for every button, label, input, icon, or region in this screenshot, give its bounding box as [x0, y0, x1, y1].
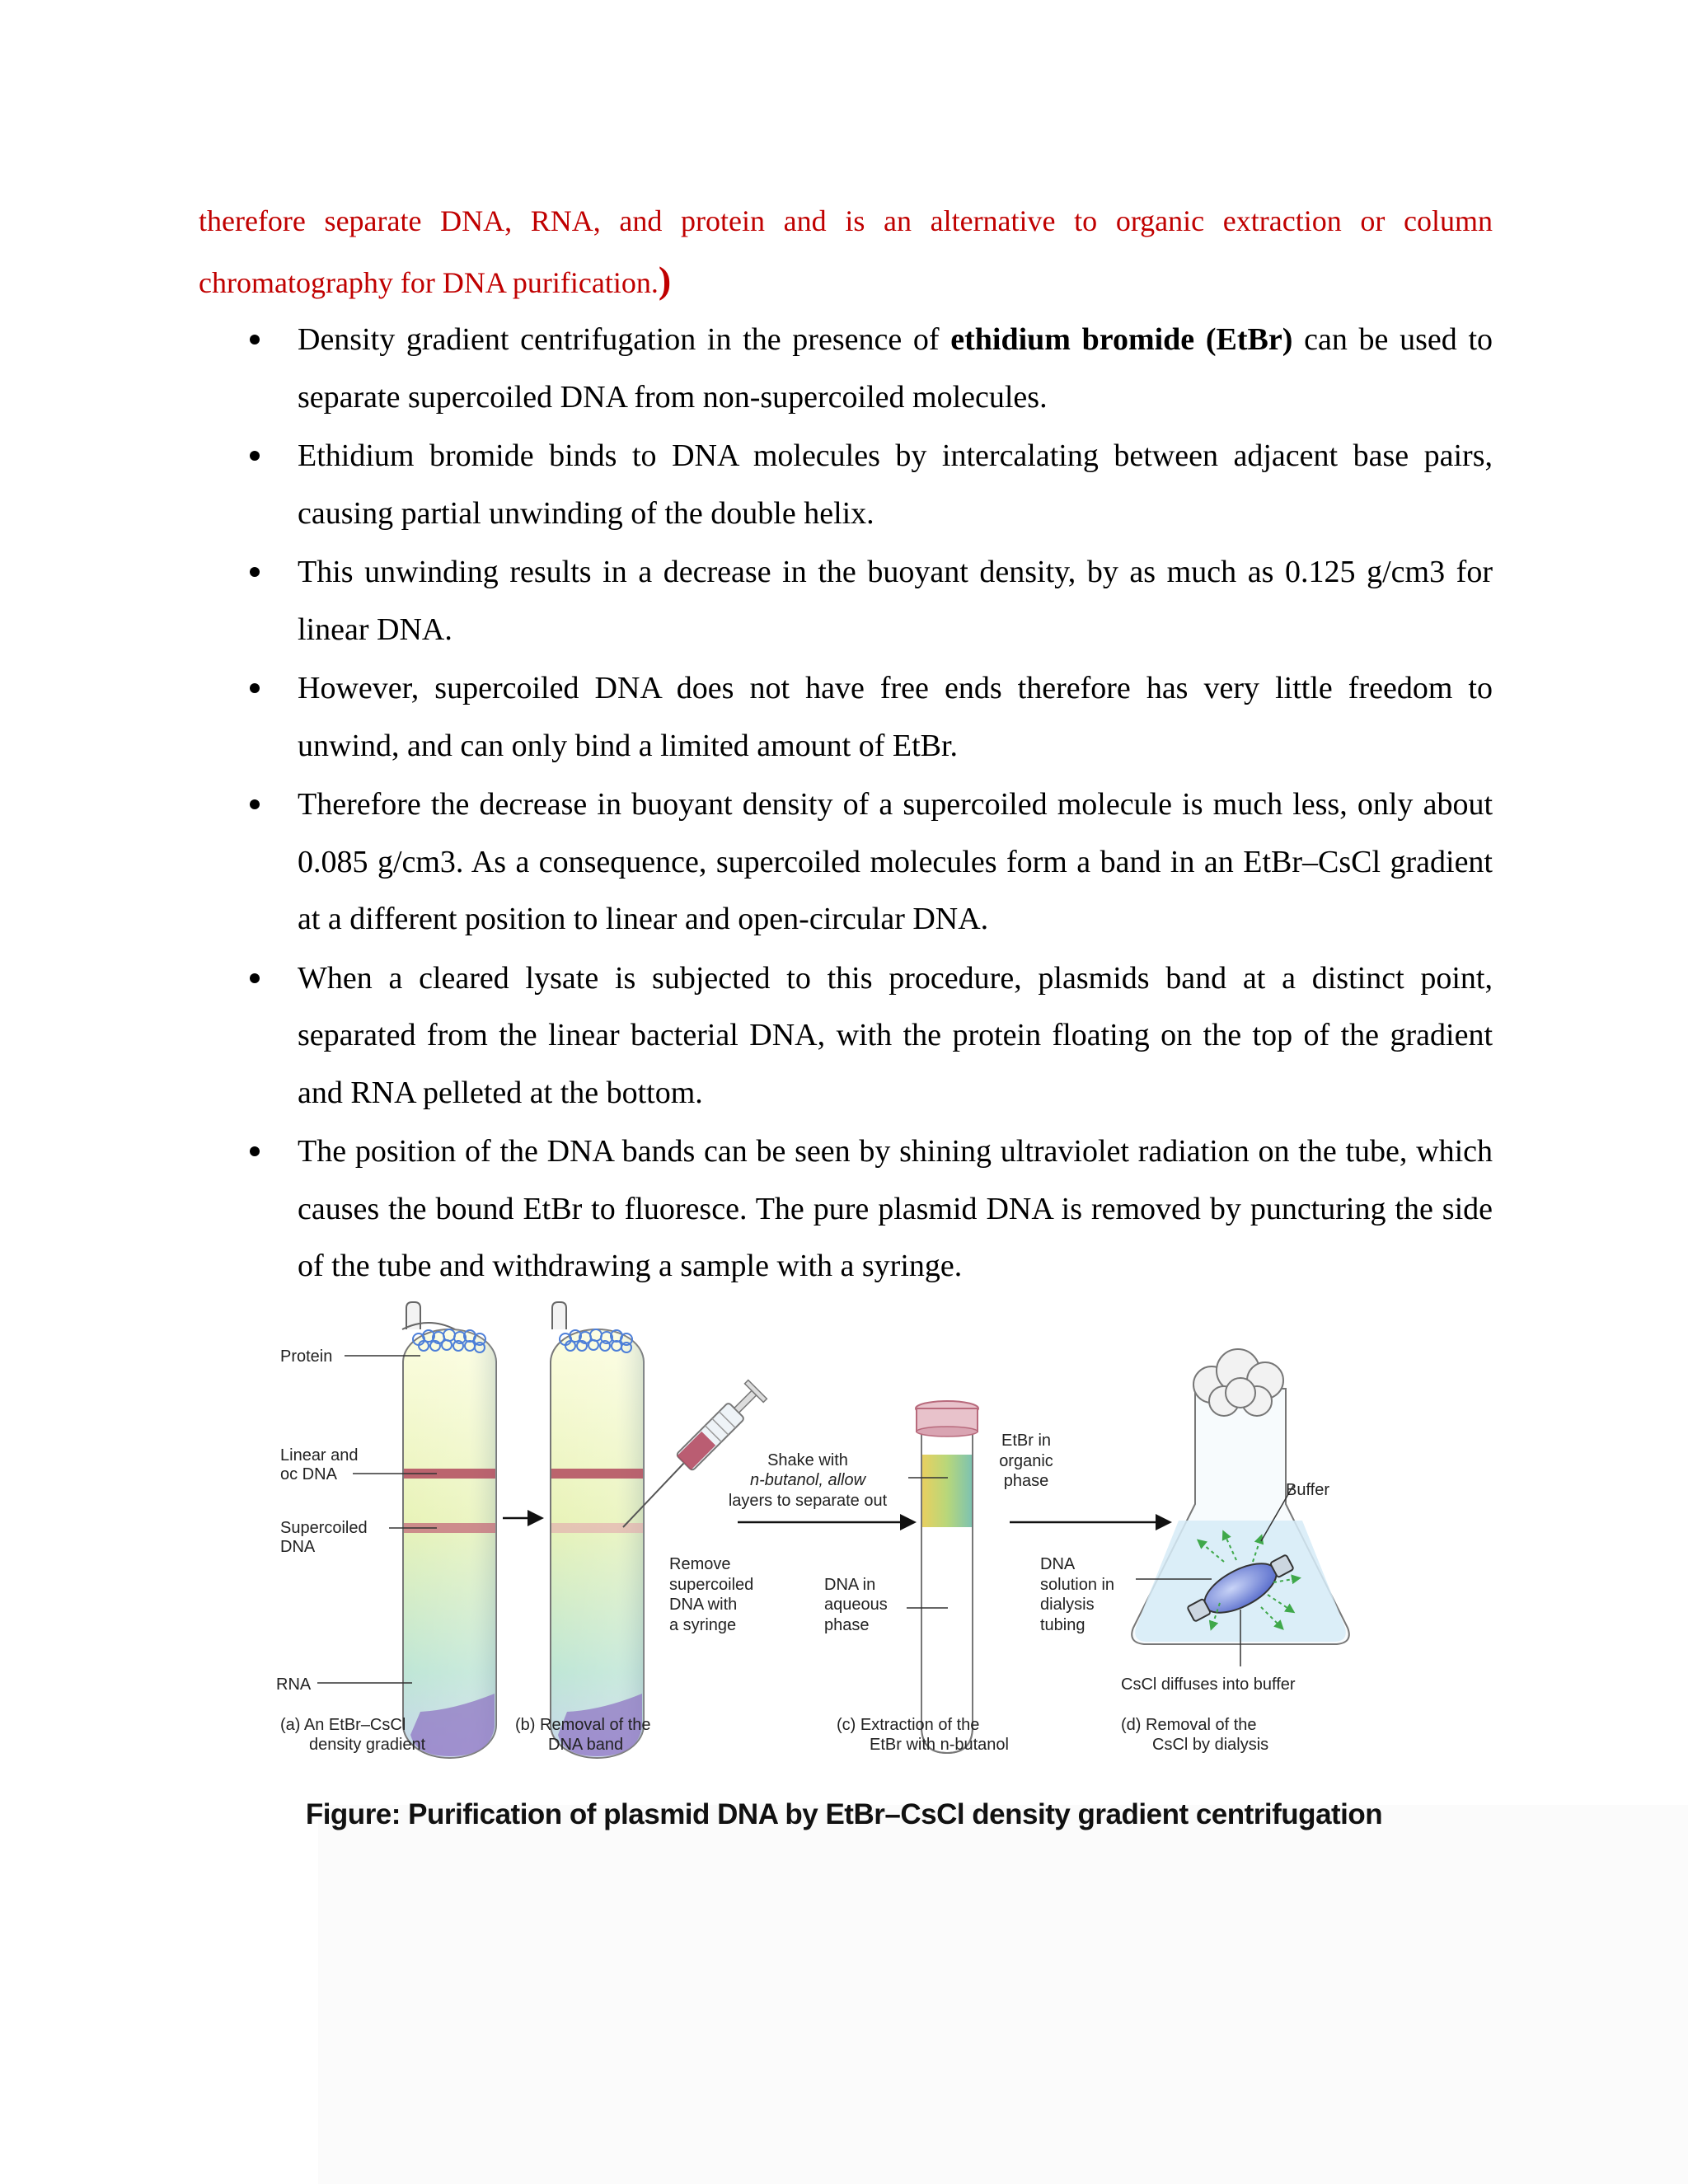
plasmid-purification-figure [264, 1298, 1360, 1780]
panel-d-title-2: CsCl by dialysis [1152, 1736, 1269, 1754]
organic-phase-layer [922, 1455, 972, 1527]
bullet-dot-icon [250, 451, 260, 461]
bullet-text: This unwinding results in a decrease in the buoyant density, by as much as 0.125 g/cm3 for linear DNA. [298, 555, 1493, 647]
bullet-text: The position of the DNA bands can be seen by shining ultraviolet radiation on the tube, which causes the bound EtBr to fluoresce. The pure plasmid DNA is removed by puncturing the side of the tube and withdrawing a sample with a syringe. [298, 1134, 1493, 1283]
bullet-item [199, 950, 1493, 1122]
label-etbr-2: organic [999, 1452, 1053, 1470]
intro-text: therefore separate DNA, RNA, and protein and is an alternative to organic extraction or column chromatography for DNA purification. [199, 204, 1493, 299]
label-etbr-1: EtBr in [1001, 1432, 1052, 1450]
label-dialysis-1: DNA [1040, 1555, 1076, 1573]
bullet-dot-icon [250, 1146, 260, 1156]
label-linear-2: oc DNA [280, 1465, 337, 1483]
intro-paragraph [199, 191, 1493, 312]
label-cscl: CsCl diffuses into buffer [1121, 1675, 1296, 1694]
bullet-text: Therefore the decrease in buoyant density of a supercoiled molecule is much less, only about 0.085 g/cm3. As a consequence, supercoiled molecules form a band in an EtBr–CsCl gradient at a different position to linear and open-circular DNA. [298, 787, 1493, 936]
bullet-text: Density gradient centrifugation in the presence of [298, 322, 951, 357]
panel-d-title-1: (d) Removal of the [1121, 1716, 1257, 1734]
label-remove-4: a syringe [669, 1616, 737, 1634]
label-remove-2: supercoiled [669, 1576, 754, 1594]
panel-c-title-2: EtBr with n-butanol [870, 1736, 1009, 1754]
label-linear-1: Linear and [280, 1446, 359, 1465]
panel-b-title-2: DNA band [548, 1736, 624, 1754]
panel-b-title-1: (b) Removal of the [515, 1716, 651, 1734]
label-dialysis-4: tubing [1040, 1616, 1085, 1634]
tube-b-removed-band [551, 1523, 643, 1533]
label-dna-aqueous-3: phase [824, 1616, 870, 1634]
label-dna-aqueous-1: DNA in [824, 1576, 876, 1594]
label-supercoiled-2: DNA [280, 1538, 316, 1556]
bullet-item [199, 428, 1493, 542]
bullet-item [199, 544, 1493, 658]
label-buffer: Buffer [1286, 1481, 1329, 1499]
label-etbr-3: phase [1003, 1472, 1049, 1490]
bullet-dot-icon [250, 567, 260, 577]
label-remove-1: Remove [669, 1555, 731, 1573]
label-rna: RNA [276, 1675, 312, 1694]
label-protein: Protein [280, 1347, 333, 1366]
bullet-text: Ethidium bromide binds to DNA molecules by intercalating between adjacent base pairs, causing partial unwinding of the double helix. [298, 438, 1493, 531]
bullet-dot-icon [250, 683, 260, 693]
bullet-dot-icon [250, 335, 260, 344]
figure-caption: Figure: Purification of plasmid DNA by EtBr–CsCl density gradient centrifugation [305, 1798, 1383, 1830]
bullet-text: However, supercoiled DNA does not have free ends therefore has very little freedom to unwind, and can only bind a limited amount of EtBr. [298, 671, 1493, 763]
panel-a-title-2: density gradient [309, 1736, 426, 1754]
bullet-item [199, 776, 1493, 949]
bullet-item [199, 312, 1493, 426]
label-dialysis-3: dialysis [1040, 1596, 1095, 1614]
intro-paren: ) [658, 259, 672, 301]
label-supercoiled-1: Supercoiled [280, 1519, 368, 1537]
tube-a [402, 1302, 496, 1758]
bullet-bold-text: ethidium bromide (EtBr) [950, 322, 1293, 357]
bullet-item [199, 660, 1493, 775]
bullet-text: When a cleared lysate is subjected to this procedure, plasmids band at a distinct point, separated from the linear bacterial DNA, with the protein floating on the top of the gradient and RNA pelleted at the bottom. [298, 960, 1493, 1110]
bullet-dot-icon [250, 799, 260, 809]
extraction-tube [916, 1401, 978, 1753]
figure-drawing [264, 1298, 1360, 1780]
tube-b-cap [552, 1302, 566, 1329]
bullet-dot-icon [250, 973, 260, 983]
tube-b [551, 1302, 644, 1758]
tube-b-linear-band [551, 1469, 643, 1479]
label-dialysis-2: solution in [1040, 1576, 1115, 1594]
label-shake-2: n-butanol, allow [749, 1471, 866, 1489]
panel-a-title-1: (a) An EtBr–CsCl [280, 1716, 406, 1734]
label-shake-3: layers to separate out [728, 1492, 888, 1510]
bullet-list [199, 312, 1493, 1297]
label-remove-3: DNA with [669, 1596, 738, 1614]
bullet-item [199, 1123, 1493, 1296]
label-dna-aqueous-2: aqueous [824, 1596, 888, 1614]
label-shake-1: Shake with [767, 1451, 848, 1469]
figure-background [318, 1805, 1688, 2184]
bullet-text-end: can be used to separate supercoiled DNA from non-supercoiled molecules. [298, 322, 1493, 415]
panel-c-title-1: (c) Extraction of the [837, 1716, 980, 1734]
